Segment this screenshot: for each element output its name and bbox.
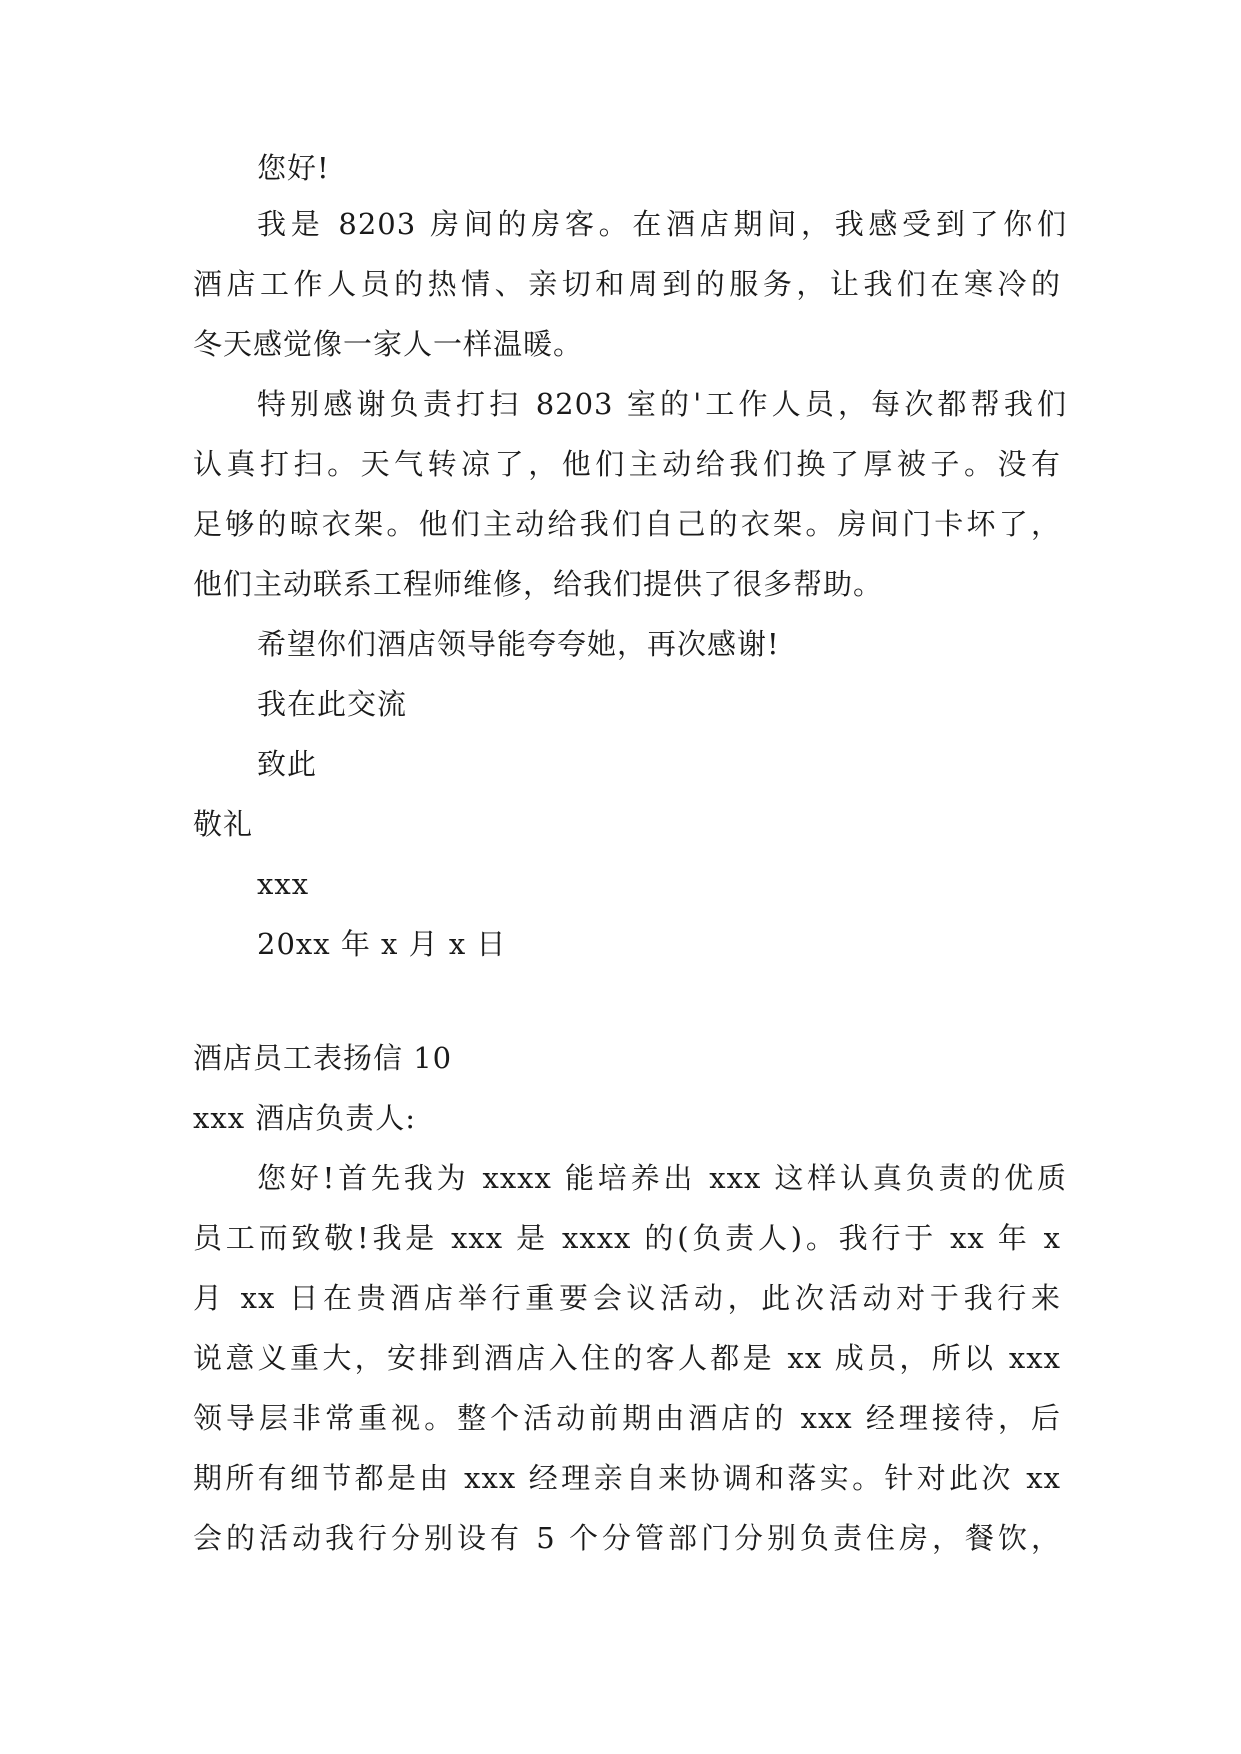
paragraph-line: 会的活动我行分别设有 5 个分管部门分别负责住房，餐饮，	[193, 1521, 1061, 1555]
paragraph-line: 期所有细节都是由 xxx 经理亲自来协调和落实。针对此次 xx	[193, 1461, 1061, 1495]
paragraph-line: 我在此交流	[257, 687, 408, 721]
date: 20xx 年 x 月 x 日	[257, 927, 507, 961]
paragraph-line: 足够的晾衣架。他们主动给我们自己的衣架。房间门卡坏了，	[193, 507, 1061, 541]
paragraph-line: 希望你们酒店领导能夸夸她，再次感谢!	[257, 627, 780, 661]
paragraph-line: 认真打扫。天气转凉了，他们主动给我们换了厚被子。没有	[193, 447, 1061, 481]
paragraph-line: 领导层非常重视。整个活动前期由酒店的 xxx 经理接待，后	[193, 1401, 1061, 1435]
closing: 致此	[257, 747, 318, 781]
paragraph-line: 说意义重大，安排到酒店入住的客人都是 xx 成员，所以 xxx	[193, 1341, 1061, 1375]
paragraph-line: 他们主动联系工程师维修，给我们提供了很多帮助。	[193, 567, 884, 601]
paragraph-line: 特别感谢负责打扫 8203 室的'工作人员，每次都帮我们	[257, 387, 1067, 421]
signature: xxx	[257, 867, 310, 901]
paragraph-line: 月 xx 日在贵酒店举行重要会议活动，此次活动对于我行来	[193, 1281, 1061, 1315]
paragraph-line: 员工而致敬!我是 xxx 是 xxxx 的(负责人)。我行于 xx 年 x	[193, 1221, 1061, 1255]
paragraph-line: 您好!首先我为 xxxx 能培养出 xxx 这样认真负责的优质	[257, 1161, 1067, 1195]
addressee: xxx 酒店负责人:	[193, 1101, 417, 1135]
paragraph-line: 酒店工作人员的热情、亲切和周到的服务，让我们在寒冷的	[193, 267, 1061, 301]
paragraph-line: 冬天感觉像一家人一样温暖。	[193, 327, 584, 361]
letter-title: 酒店员工表扬信 10	[193, 1041, 453, 1075]
greeting: 您好!	[257, 151, 330, 185]
paragraph-line: 我是 8203 房间的房客。在酒店期间，我感受到了你们	[257, 207, 1067, 241]
salutation: 敬礼	[193, 807, 254, 841]
